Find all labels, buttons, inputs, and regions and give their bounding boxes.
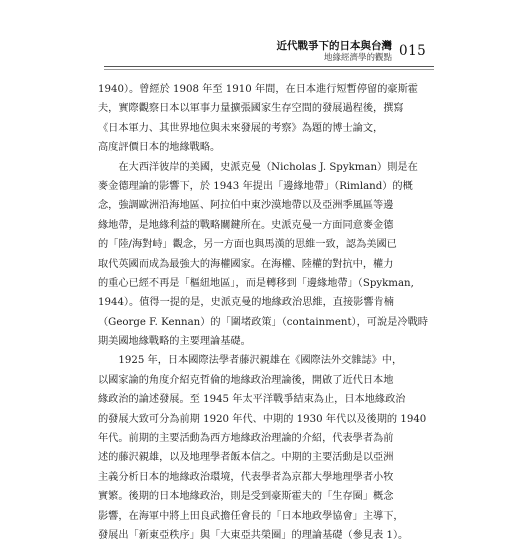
text-line: 緣地帶，是地緣利益的戰略關鍵所在。史派克曼一方面同意麥金德 [98, 219, 394, 231]
text-line: 取代英國而成為最強大的海權國家。在海權、陸權的對抗中，權力 [98, 258, 394, 270]
text-line: 的重心已經不再是「樞紐地區」，而是轉移到「邊緣地帶」（Spykman, [98, 277, 414, 289]
header-rule-thin [104, 69, 434, 70]
text-line: 的「陸/海對峙」觀念，另一方面也與馬漢的思維一致，認為美國已 [98, 239, 397, 251]
text-line: （George F. Kennan）的「圍堵政策」（containment），可說是冷戰時 [98, 316, 428, 328]
header-rule [104, 66, 434, 67]
text-line: 高度評價日本的地緣戰略。 [98, 142, 221, 154]
text-line: 念，強調歐洲沿海地區、阿拉伯中東沙漠地帶以及亞洲季風區等邊 [98, 200, 394, 212]
text-line: 《日本軍力、其世界地位與未來發展的考察》為題的博士論文， [98, 122, 384, 134]
text-line: 1944）。值得一提的是，史派克曼的地緣政治思維，直接影響肯楠 [98, 297, 394, 309]
text-line: 緣政治的論述發展。至 1945 年太平洋戰爭結束為止，日本地緣政治 [98, 394, 406, 406]
text-line: 1925 年，日本國際法學者藤沢親雄在《國際法外交雜誌》中， [98, 355, 403, 367]
text-line: 1940）。曾經於 1908 年至 1910 年間，在日本進行短暫停留的豪斯霍 [98, 84, 418, 95]
text-line: 實繁。後期的日本地緣政治，則是受到豪斯霍夫的「生存圈」概念 [98, 491, 394, 503]
running-header [0, 40, 520, 66]
text-line: 主義分析日本的地緣政治環境，代表學者為京都大學地理學者小牧 [98, 471, 394, 483]
book-title: 近代戰爭下的日本與台灣 [276, 40, 392, 52]
text-line: 述的藤沢親雄，以及地理學者飯本信之。中期的主要活動是以亞洲 [98, 452, 394, 464]
page-number: 015 [399, 43, 427, 59]
book-subtitle: 地緣經濟學的觀點 [323, 53, 392, 63]
text-line: 麥金德理論的影響下，於 1943 年提出「邊緣地帶」（Rimland）的概 [98, 180, 413, 192]
body-text [98, 80, 436, 545]
text-line: 期美國地緣戰略的主要理論基礎。 [98, 336, 251, 348]
text-line: 夫，實際觀察日本以軍事力量擴張國家生存空間的發展過程後，撰寫 [98, 103, 404, 115]
text-line: 影響，在海軍中將上田良武擔任會長的「日本地政學協會」主導下， [98, 510, 404, 522]
text-line: 以國家論的角度介紹克哲倫的地緣政治理論後，開啟了近代日本地 [98, 374, 394, 386]
text-line: 在大西洋彼岸的美國，史派克曼（Nicholas J. Spykman）則是在 [98, 161, 418, 173]
text-line: 年代。前期的主要活動為西方地緣政治理論的介紹，代表學者為前 [98, 433, 394, 445]
text-line: 的發展大致可分為前期 1920 年代、中期的 1930 年代以及後期的 1940 [98, 413, 427, 425]
header-titles [277, 40, 393, 64]
text-line: 發展出「新東亞秩序」與「大東亞共榮圈」的理論基礎（參見表 1）。 [98, 529, 409, 541]
